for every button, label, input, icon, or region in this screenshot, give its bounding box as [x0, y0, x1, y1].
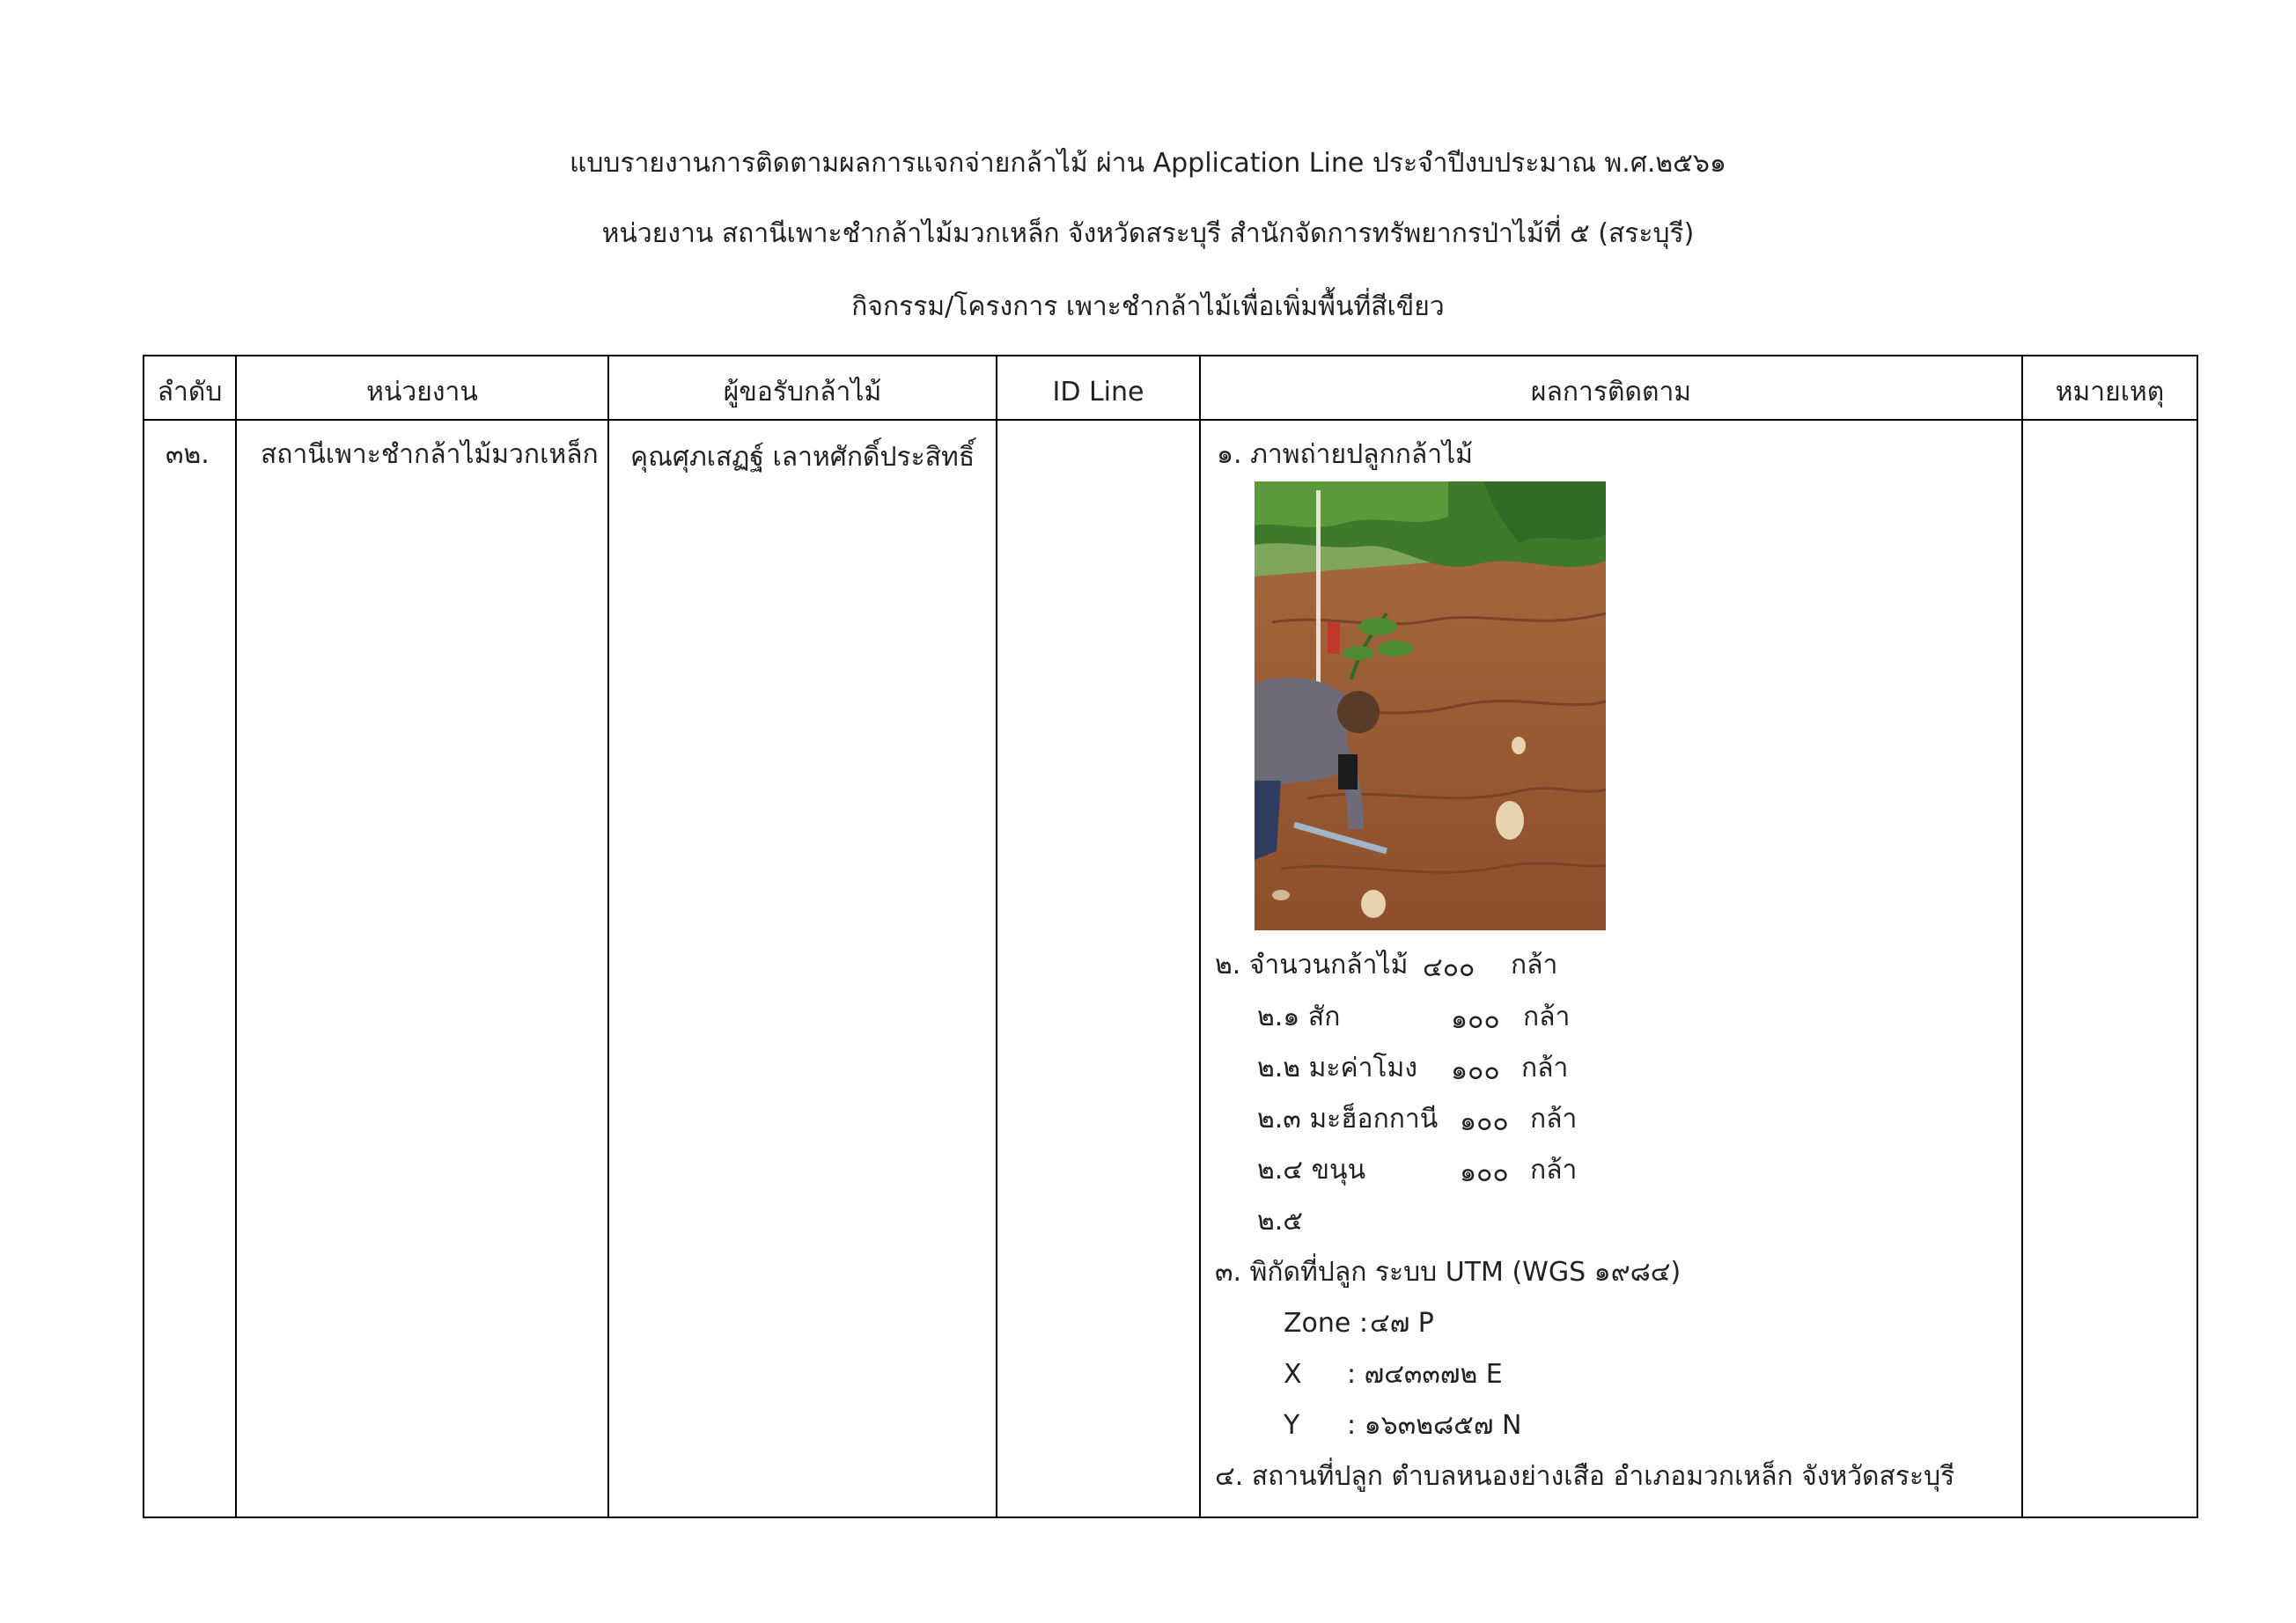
col-header-id-line: ID Line — [1052, 377, 1144, 408]
planting-photo-image — [1255, 481, 1606, 930]
coord-x-label: X — [1284, 1359, 1302, 1390]
coord-y-label: Y — [1284, 1410, 1300, 1441]
report-agency-line: หน่วยงาน สถานีเพาะชำกล้าไม้มวกเหล็ก จังหวัดสระบุรี สำนักจัดการทรัพยากรป่าไม้ที่ ๕ (สระบุรี) — [601, 218, 1695, 249]
species-unit: กล้า — [1530, 1155, 1578, 1186]
species-unit: กล้า — [1523, 1002, 1571, 1032]
species-qty: ๑๐๐ — [1460, 1157, 1509, 1188]
species-qty: ๑๐๐ — [1460, 1106, 1509, 1137]
planting-photo — [1255, 481, 1606, 930]
coord-zone-value: ๔๗ P — [1370, 1308, 1434, 1339]
row-requester: คุณศุภเสฏฐ์ เลาหศักดิ์ประสิทธิ์ — [630, 442, 975, 473]
table-border-right — [2197, 355, 2198, 1518]
col-header-requester: ผู้ขอรับกล้าไม้ — [723, 377, 882, 408]
result-count-heading: ๒. จำนวนกล้าไม้ — [1215, 950, 1409, 980]
species-unit: กล้า — [1530, 1104, 1578, 1135]
table-col-divider — [996, 355, 997, 1518]
col-header-agency: หน่วยงาน — [366, 377, 478, 408]
col-header-order: ลำดับ — [157, 377, 223, 408]
coord-zone-label: Zone : — [1284, 1308, 1369, 1339]
coord-x-value: : ๗๔๓๓๗๒ E — [1347, 1359, 1503, 1390]
table-col-divider — [607, 355, 609, 1518]
report-title: แบบรายงานการติดตามผลการแจกจ่ายกล้าไม้ ผ่าน Application Line ประจำปีงบประมาณ พ.ศ.๒๕๖๑ — [570, 148, 1726, 179]
species-label: ๒.๑ สัก — [1257, 1002, 1341, 1032]
result-count-unit: กล้า — [1511, 950, 1558, 980]
result-count-value: ๔๐๐ — [1423, 952, 1475, 983]
table-col-divider — [235, 355, 237, 1518]
report-activity-line: กิจกรรม/โครงการ เพาะชำกล้าไม้เพื่อเพิ่มพื้นที่สีเขียว — [851, 291, 1445, 322]
species-label: ๒.๒ มะค่าโมง — [1257, 1053, 1417, 1083]
col-header-remark: หมายเหตุ — [2055, 377, 2165, 408]
table-border-bottom — [143, 1517, 2198, 1518]
result-photo-heading: ๑. ภาพถ่ายปลูกกล้าไม้ — [1217, 439, 1473, 470]
table-border-left — [143, 355, 144, 1518]
species-unit: กล้า — [1521, 1053, 1569, 1083]
table-border-top — [143, 355, 2198, 356]
species-qty: ๑๐๐ — [1451, 1004, 1500, 1035]
coord-y-value: : ๑๖๓๒๘๕๗ N — [1347, 1410, 1522, 1441]
planting-location: ๔. สถานที่ปลูก ตำบลหนองย่างเสือ อำเภอมวกเหล็ก จังหวัดสระบุรี — [1215, 1461, 1955, 1492]
table-col-divider — [1199, 355, 1201, 1518]
row-order: ๓๒. — [166, 439, 210, 470]
species-label: ๒.๓ มะฮ็อกกานี — [1257, 1104, 1439, 1135]
species-label: ๒.๕ — [1257, 1206, 1304, 1237]
coord-heading: ๓. พิกัดที่ปลูก ระบบ UTM (WGS ๑๙๘๔) — [1215, 1257, 1682, 1288]
species-qty: ๑๐๐ — [1451, 1055, 1500, 1086]
species-label: ๒.๔ ขนุน — [1257, 1155, 1366, 1186]
table-col-divider — [2021, 355, 2023, 1518]
row-agency: สถานีเพาะชำกล้าไม้มวกเหล็ก — [261, 439, 599, 470]
table-header-divider — [143, 419, 2198, 421]
col-header-result: ผลการติดตาม — [1530, 377, 1692, 408]
